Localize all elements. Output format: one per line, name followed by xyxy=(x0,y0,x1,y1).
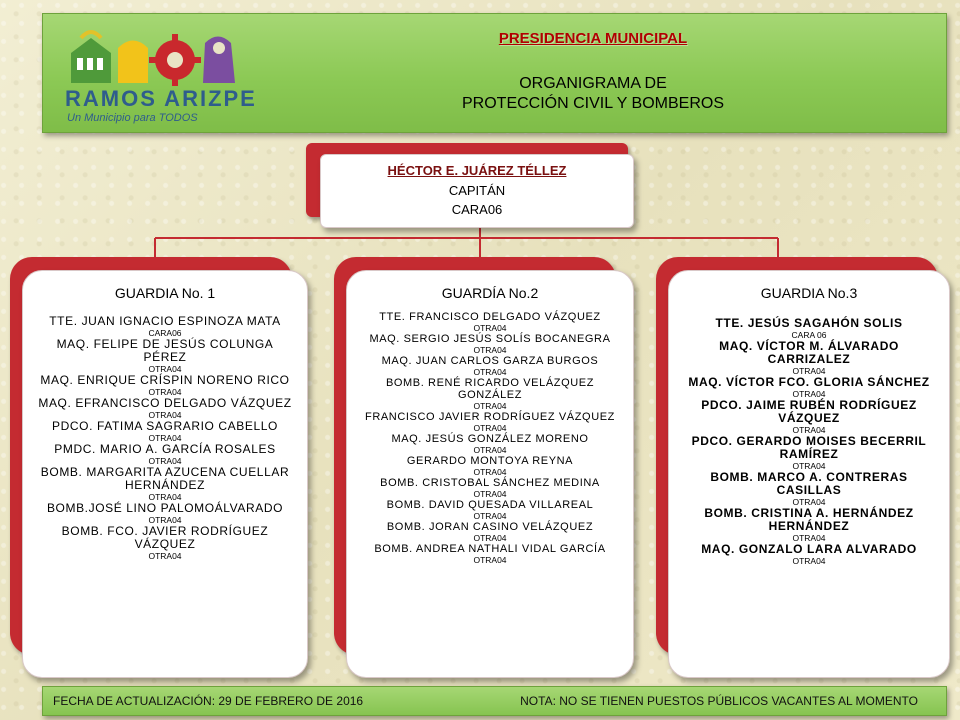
title-line-2: PROTECCIÓN CIVIL Y BOMBEROS xyxy=(462,95,724,112)
member-code: OTRA04 xyxy=(473,345,507,355)
member-name: TTE. JUAN IGNACIO ESPINOZA MATA xyxy=(49,314,281,328)
update-date: FECHA DE ACTUALIZACIÓN: 29 DE FEBRERO DE 2016 xyxy=(53,694,364,708)
member-item xyxy=(361,433,619,455)
member-code: OTRA04 xyxy=(473,511,507,521)
member-name: BOMB. RENÉ RICARDO VELÁZQUEZ GONZÁLEZ xyxy=(385,377,595,401)
member-code: OTRA04 xyxy=(148,387,182,397)
member-code: OTRA04 xyxy=(148,515,182,525)
member-name: BOMB. DAVID QUESADA VILLAREAL xyxy=(386,499,594,511)
member-item xyxy=(37,338,293,374)
member-item xyxy=(683,376,935,399)
member-code: OTRA04 xyxy=(473,323,507,333)
member-item xyxy=(683,399,935,435)
organization-title: PRESIDENCIA MUNICIPAL xyxy=(498,30,688,47)
member-item xyxy=(361,377,619,411)
member-name: FRANCISCO JAVIER RODRÍGUEZ VÁZQUEZ xyxy=(365,411,615,423)
member-code: OTRA04 xyxy=(792,425,826,435)
logo-name: RAMOS ARIZPE xyxy=(65,86,257,111)
logo-emblem-icon xyxy=(63,28,273,88)
member-code: OTRA04 xyxy=(792,461,826,471)
guard-2-members xyxy=(347,311,633,565)
guard-2-title: GUARDÍA No.2 xyxy=(441,285,539,301)
guard-3-members xyxy=(669,317,949,566)
member-item xyxy=(37,525,293,561)
boss-name: HÉCTOR E. JUÁREZ TÉLLEZ xyxy=(387,163,567,178)
member-name: MAQ. JUAN CARLOS GARZA BURGOS xyxy=(381,355,599,367)
member-name: TTE. JESÚS SAGAHÓN SOLIS xyxy=(715,316,903,330)
member-item xyxy=(683,543,935,566)
member-item xyxy=(361,355,619,377)
member-code: OTRA04 xyxy=(148,364,182,374)
member-code: OTRA04 xyxy=(792,389,826,399)
member-item xyxy=(361,333,619,355)
member-code: OTRA04 xyxy=(473,533,507,543)
boss-role: CAPITÁN xyxy=(448,183,506,198)
vacancy-note: NOTA: NO SE TIENEN PUESTOS PÚBLICOS VACANTES AL MOMENTO xyxy=(520,694,918,708)
member-code: OTRA04 xyxy=(792,556,826,566)
member-code: OTRA04 xyxy=(473,401,507,411)
member-item xyxy=(37,315,293,338)
member-name: PMDC. MARIO A. GARCÍA ROSALES xyxy=(54,442,276,456)
member-name: PDCO. FATIMA SAGRARIO CABELLO xyxy=(52,419,278,433)
member-name: TTE. FRANCISCO DELGADO VÁZQUEZ xyxy=(379,311,601,323)
member-code: CARA06 xyxy=(148,328,182,338)
guard-1-title: GUARDIA No. 1 xyxy=(114,285,216,301)
member-item xyxy=(361,411,619,433)
member-name: MAQ. GONZALO LARA ALVARADO xyxy=(701,542,917,556)
member-code: OTRA04 xyxy=(148,492,182,502)
boss-card xyxy=(320,154,634,228)
member-item xyxy=(37,466,293,502)
member-code: CARA 06 xyxy=(791,330,827,340)
member-item xyxy=(37,420,293,443)
member-code: OTRA04 xyxy=(148,433,182,443)
member-name: BOMB. MARGARITA AZUCENA CUELLAR HERNÁNDEZ xyxy=(40,465,290,492)
member-name: BOMB. FCO. JAVIER RODRÍGUEZ VÁZQUEZ xyxy=(61,524,269,551)
member-item xyxy=(361,455,619,477)
member-item xyxy=(361,521,619,543)
member-item xyxy=(683,507,935,543)
member-item xyxy=(361,477,619,499)
member-code: OTRA04 xyxy=(473,489,507,499)
member-name: BOMB. JORAN CASINO VELÁZQUEZ xyxy=(386,521,594,533)
member-item xyxy=(361,499,619,521)
ramos-arizpe-logo xyxy=(63,28,273,124)
title-line-1: ORGANIGRAMA DE xyxy=(519,75,667,92)
member-name: MAQ. FELIPE DE JESÚS COLUNGA PÉREZ xyxy=(56,337,274,364)
member-code: OTRA04 xyxy=(473,555,507,565)
member-code: OTRA04 xyxy=(473,445,507,455)
member-item xyxy=(361,543,619,565)
member-code: OTRA04 xyxy=(148,410,182,420)
member-item xyxy=(361,311,619,333)
member-item xyxy=(37,397,293,420)
member-code: OTRA04 xyxy=(792,533,826,543)
member-name: MAQ. VÍCTOR M. ÁLVARADO CARRIZALEZ xyxy=(719,339,899,366)
guard-3-title: GUARDIA No.3 xyxy=(760,285,858,301)
member-name: PDCO. JAIME RUBÉN RODRÍGUEZ VÁZQUEZ xyxy=(701,398,917,425)
member-name: BOMB.JOSÉ LINO PALOMOÁLVARADO xyxy=(46,501,284,515)
member-name: GERARDO MONTOYA REYNA xyxy=(406,455,574,467)
guard-3-card xyxy=(668,270,950,678)
member-name: MAQ. SERGIO JESÚS SOLÍS BOCANEGRA xyxy=(369,333,611,345)
guard-1-members xyxy=(23,315,307,561)
footer-bar xyxy=(42,686,947,716)
guard-1-card xyxy=(22,270,308,678)
member-code: OTRA04 xyxy=(473,367,507,377)
member-name: BOMB. CRISTINA A. HERNÁNDEZ HERNÁNDEZ xyxy=(704,506,914,533)
member-name: MAQ. ENRIQUE CRÍSPIN NORENO RICO xyxy=(40,373,290,387)
member-name: MAQ. EFRANCISCO DELGADO VÁZQUEZ xyxy=(38,396,292,410)
member-name: BOMB. ANDREA NATHALI VIDAL GARCÍA xyxy=(374,543,606,555)
member-code: OTRA04 xyxy=(792,497,826,507)
member-code: OTRA04 xyxy=(473,423,507,433)
boss-code: CARA06 xyxy=(451,202,503,217)
member-item xyxy=(683,471,935,507)
logo-slogan: Un Municipio para TODOS xyxy=(67,112,198,124)
member-name: BOMB. CRISTOBAL SÁNCHEZ MEDINA xyxy=(380,477,600,489)
member-code: OTRA04 xyxy=(148,456,182,466)
member-item xyxy=(37,374,293,397)
member-code: OTRA04 xyxy=(148,551,182,561)
member-item xyxy=(37,502,293,525)
page-title xyxy=(273,74,913,114)
member-item xyxy=(683,435,935,471)
member-name: PDCO. GERARDO MOISES BECERRIL RAMÍREZ xyxy=(691,434,927,461)
member-item xyxy=(683,317,935,340)
member-name: MAQ. JESÚS GONZÁLEZ MORENO xyxy=(391,433,589,445)
member-item xyxy=(37,443,293,466)
member-item xyxy=(683,340,935,376)
header-banner xyxy=(42,13,947,133)
member-name: MAQ. VÍCTOR FCO. GLORIA SÁNCHEZ xyxy=(688,375,930,389)
member-name: BOMB. MARCO A. CONTRERAS CASILLAS xyxy=(710,470,908,497)
guard-2-card xyxy=(346,270,634,678)
member-code: OTRA04 xyxy=(473,467,507,477)
member-code: OTRA04 xyxy=(792,366,826,376)
